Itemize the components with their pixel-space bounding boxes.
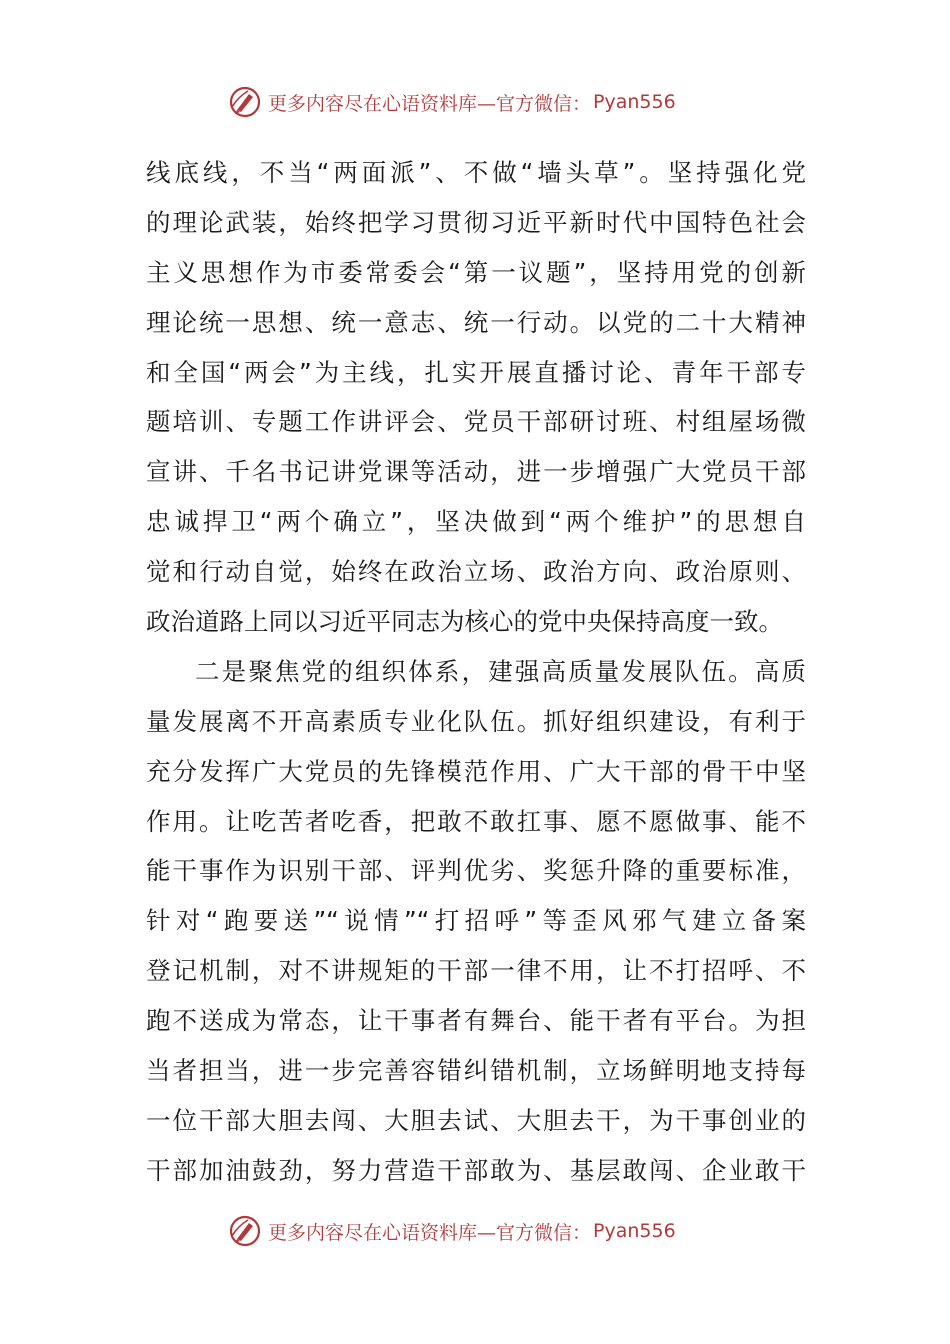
text-line: 和全国“两会”为主线，扎实开展直播讨论、青年干部专	[146, 357, 806, 387]
watermark-brand-text: 更多内容尽在心语资料库—官方微信：	[268, 92, 592, 115]
document-body	[146, 148, 806, 1196]
watermark-brand-text: 更多内容尽在心语资料库—官方微信：	[268, 1221, 592, 1244]
text-line: 理论统一思想、统一意志、统一行动。以党的二十大精神	[146, 307, 806, 337]
text-line: 干部加油鼓劲，努力营造干部敢为、基层敢闯、企业敢干	[146, 1155, 806, 1185]
text-line: 针对“跑要送”“说情”“打招呼”等歪风邪气建立备案	[146, 906, 806, 936]
text-line: 觉和行动自觉，始终在政治立场、政治方向、政治原则、	[146, 557, 806, 587]
text-line: 登记机制，对不讲规矩的干部一律不用，让不打招呼、不	[146, 956, 806, 986]
text-line: 能干事作为识别干部、评判优劣、奖惩升降的重要标准，	[146, 856, 806, 886]
text-line: 一位干部大胆去闯、大胆去试、大胆去干，为干事创业的	[146, 1105, 806, 1135]
watermark-wechat-id: Pyan556	[593, 91, 676, 113]
text-line: 作用。让吃苦者吃香，把敢不敢扛事、愿不愿做事、能不	[146, 806, 806, 836]
text-line: 二是聚焦党的组织体系，建强高质量发展队伍。高质	[195, 656, 806, 686]
text-line: 政治道路上同以习近平同志为核心的党中央保持高度一致。	[146, 607, 783, 637]
text-line: 宣讲、千名书记讲党课等活动，进一步增强广大党员干部	[146, 457, 806, 487]
pen-nib-icon	[228, 1214, 262, 1248]
text-line: 当者担当，进一步完善容错纠错机制，立场鲜明地支持每	[146, 1056, 806, 1086]
text-line: 线底线，不当“两面派”、不做“墙头草”。坚持强化党	[146, 158, 806, 187]
text-line: 的理论武装，始终把学习贯彻习近平新时代中国特色社会	[146, 207, 806, 237]
text-line: 题培训、专题工作讲评会、党员干部研讨班、村组屋场微	[146, 407, 806, 437]
text-line: 量发展离不开高素质专业化队伍。抓好组织建设，有利于	[146, 706, 806, 736]
text-line: 忠诚捍卫“两个确立”，坚决做到“两个维护”的思想自	[146, 507, 806, 537]
header-watermark	[228, 82, 728, 122]
text-line: 充分发挥广大党员的先锋模范作用、广大干部的骨干中坚	[146, 756, 806, 786]
text-line: 主义思想作为市委常委会“第一议题”，坚持用党的创新	[146, 257, 806, 287]
footer-watermark	[228, 1211, 728, 1251]
watermark-wechat-id: Pyan556	[593, 1220, 676, 1242]
pen-nib-icon	[228, 85, 262, 119]
text-line: 跑不送成为常态，让干事者有舞台、能干者有平台。为担	[146, 1006, 806, 1036]
